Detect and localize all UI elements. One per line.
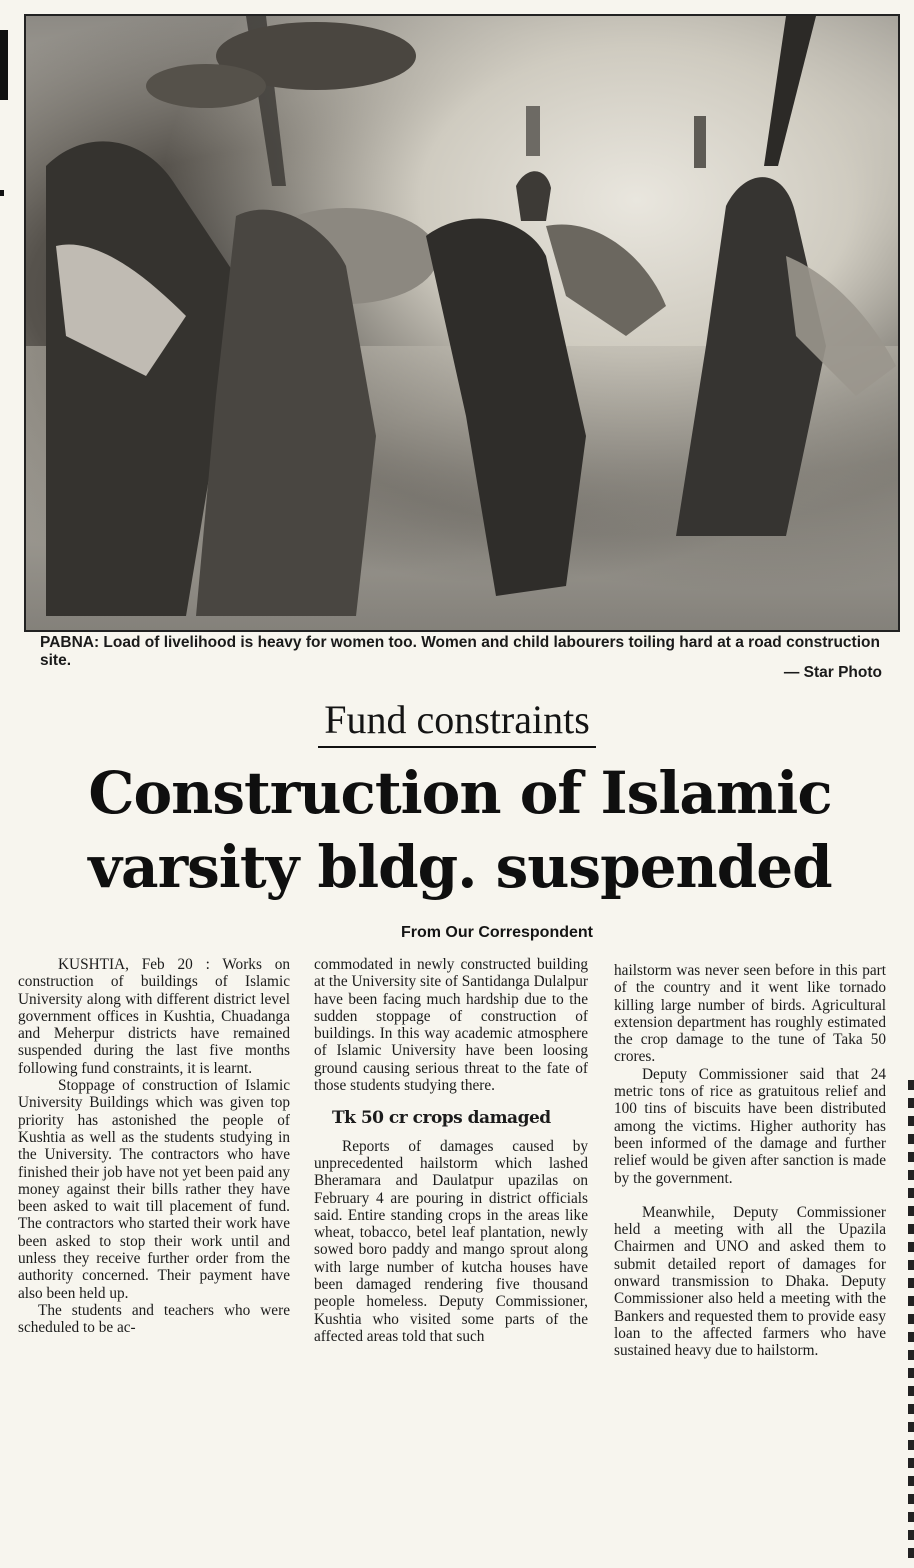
paragraph-gap (614, 1187, 886, 1204)
paragraph: The students and teachers who were scheduled to be ac- (18, 1301, 290, 1337)
paragraph: Stoppage of construction of Islamic University Buildings which was given top priority has astonished the people of Kushtia as well as the students studying in the University. The contractors who have finished their job have not yet been paid any money against their bills rather they have been asked to wait till placement of fund. The contractors who started their work have been asked to stop their work until and unless they receive further order from the authority concerned. Their payment have also been held up. (18, 1077, 290, 1302)
paragraph: Deputy Commissioner said that 24 metric tons of rice as gratuitous relief and 100 tins of biscuits have been distributed among the victims. Higher authority has been informed of the damage and further relief would be given after sanction is made by the government. (614, 1065, 886, 1187)
photo-illustration (26, 16, 898, 630)
paragraph: hailstorm was never seen before in this part of the country and it went like tornado killing large number of birds. Agricultural extension department has roughly estimated the crop damage to the tune of Taka 50 crores. (614, 962, 886, 1066)
main-headline (30, 756, 890, 904)
photo-credit: — Star Photo (783, 664, 882, 681)
headline-line-1: Construction of Islamic (88, 759, 832, 827)
paragraph: Meanwhile, Deputy Commissioner held a meeting with all the Upazila Chairmen and UNO and asked them to submit detailed report of damages for onward transmission to Dhaka. Deputy Commissioner also held a meeting with the Bankers and requested them to provide easy loan to the affected farmers who have sustained heavy due to hailstorm. (614, 1203, 886, 1360)
news-photo (24, 14, 900, 632)
paragraph: commodated in newly constructed building at the University site of Santidanga Dulalpur have been facing much hardship due to the sudden stoppage of construction of buildings. In this way academic atmosphere of Islamic University have been loosing ground causing serious threat to the fate of those students studying there. (314, 956, 588, 1095)
article-column-2 (314, 956, 588, 1345)
paragraph: Reports of damages caused by unprecedented hailstorm which lashed Bheramara and Daulatpur upazilas on February 4 are pouring in district officials said. Entire standing crops in the areas like wheat, tobacco, betel leaf plantation, newly sowed boro paddy and mango sprout along with large number of kutcha houses have been damaged rendering five thousand people homeless. Deputy Commissioner, Kushtia who visited some parts of the affected areas told that such (314, 1137, 588, 1345)
article-column-3 (614, 962, 886, 1360)
byline: From Our Correspondent (400, 924, 593, 941)
headline-line-2: varsity bldg. suspended (88, 833, 832, 901)
article-column-1 (18, 956, 290, 1337)
paragraph: KUSHTIA, Feb 20 : Works on construction of buildings of Islamic University along with different district level government offices in Kushtia, Chuadanga and Meherpur districts have remained suspended during the last five months following fund constraints, it is learnt. (18, 956, 290, 1077)
page-edge-mark (0, 190, 4, 196)
kicker-text: Fund constraints (318, 696, 596, 748)
photo-caption: PABNA: Load of livelihood is heavy for women too. Women and child labourers toiling hard at a road construction site. (40, 634, 880, 669)
page-edge-mark (908, 1080, 914, 1560)
subheading: Tk 50 cr crops damaged (332, 1108, 551, 1129)
kicker-headline (0, 696, 914, 748)
page-edge-mark (0, 30, 8, 100)
